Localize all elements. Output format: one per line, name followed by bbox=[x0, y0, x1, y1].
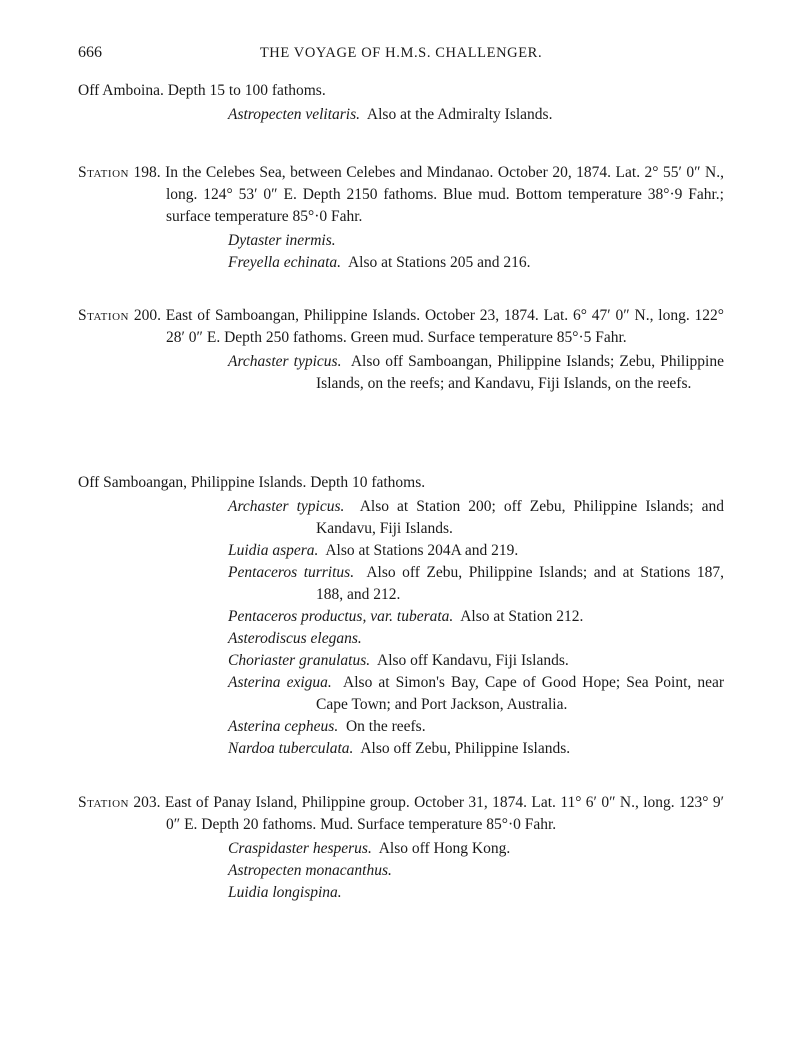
species-note: Also off Kandavu, Fiji Islands. bbox=[377, 652, 569, 669]
species-name: Archaster typicus. bbox=[228, 498, 345, 515]
species-entry bbox=[228, 104, 724, 126]
station-label: Station bbox=[78, 307, 129, 324]
species-note: Also at the Admiralty Islands. bbox=[366, 106, 553, 123]
species-note: Also off Zebu, Philippine Islands; and at Stations 187, 188, and 212. bbox=[316, 564, 724, 603]
species-name: Nardoa tuberculata. bbox=[228, 740, 354, 757]
species-note: Also at Stations 204A and 219. bbox=[325, 542, 519, 559]
station-label: Station bbox=[78, 794, 129, 811]
section-station-198 bbox=[78, 162, 724, 274]
species-name: Choriaster granulatus. bbox=[228, 652, 371, 669]
species-name: Astropecten monacanthus. bbox=[228, 862, 392, 879]
species-entry bbox=[228, 716, 724, 738]
station-description bbox=[78, 305, 724, 349]
species-name: Luidia aspera. bbox=[228, 542, 319, 559]
station-text: 203. East of Panay Island, Philippine group. October 31, 1874. Lat. 11° 6′ 0″ N., long. 123° 9′ 0″ E. Depth 20 fathoms. Mud. Surface temperature 85°·0 Fahr. bbox=[133, 794, 725, 833]
species-entry bbox=[228, 562, 724, 606]
species-entry bbox=[228, 672, 724, 716]
section-off-amboina bbox=[78, 80, 724, 126]
species-note: Also at Station 212. bbox=[460, 608, 584, 625]
species-note: Also at Station 200; off Zebu, Philippine Islands; and Kandavu, Fiji Islands. bbox=[316, 498, 724, 537]
species-list bbox=[228, 496, 724, 760]
station-text: 198. In the Celebes Sea, between Celebes and Mindanao. October 20, 1874. Lat. 2° 55′ 0″ N., long. 124° 53′ 0″ E. Depth 2150 fathoms. Blue mud. Bottom temperature 38°·9 Fahr.; surface temperature 85°·0 Fahr. bbox=[133, 164, 724, 225]
species-name: Asterodiscus elegans. bbox=[228, 630, 362, 647]
species-entry bbox=[228, 540, 724, 562]
species-entry bbox=[228, 650, 724, 672]
species-name: Freyella echinata. bbox=[228, 254, 342, 271]
species-entry bbox=[228, 230, 724, 252]
species-entry bbox=[228, 860, 724, 882]
species-name: Astropecten velitaris. bbox=[228, 106, 361, 123]
section-off-samboangan bbox=[78, 472, 724, 760]
species-name: Luidia longispina. bbox=[228, 884, 342, 901]
species-note: On the reefs. bbox=[345, 718, 426, 735]
species-note: Also off Hong Kong. bbox=[378, 840, 511, 857]
species-name: Asterina exigua. bbox=[228, 674, 332, 691]
location-line: Off Samboangan, Philippine Islands. Depth 10 fathoms. bbox=[78, 474, 426, 491]
page-header bbox=[78, 42, 724, 64]
species-entry bbox=[228, 628, 724, 650]
species-note: Also off Samboangan, Philippine Islands; Zebu, Philippine Islands, on the reefs; and Kandavu, Fiji Islands, on the reefs. bbox=[316, 353, 724, 392]
species-note: Also at Stations 205 and 216. bbox=[347, 254, 531, 271]
species-list bbox=[228, 230, 724, 274]
species-name: Archaster typicus. bbox=[228, 353, 342, 370]
species-entry bbox=[228, 351, 724, 395]
species-entry bbox=[228, 252, 724, 274]
station-description bbox=[78, 792, 724, 836]
species-note: Also off Zebu, Philippine Islands. bbox=[360, 740, 571, 757]
species-name: Craspidaster hesperus. bbox=[228, 840, 372, 857]
species-name: Pentaceros productus, var. tuberata. bbox=[228, 608, 454, 625]
species-note: Also at Simon's Bay, Cape of Good Hope; Sea Point, near Cape Town; and Port Jackson, Australia. bbox=[316, 674, 724, 713]
station-text: 200. East of Samboangan, Philippine Islands. October 23, 1874. Lat. 6° 47′ 0″ N., long. 122° 28′ 0″ E. Depth 250 fathoms. Green mud. Surface temperature 85°·5 Fahr. bbox=[133, 307, 725, 346]
species-entry bbox=[228, 496, 724, 540]
station-description bbox=[78, 162, 724, 228]
species-name: Dytaster inermis. bbox=[228, 232, 336, 249]
station-label: Station bbox=[78, 164, 129, 181]
location-line: Off Amboina. Depth 15 to 100 fathoms. bbox=[78, 82, 326, 99]
species-entry bbox=[228, 606, 724, 628]
species-list bbox=[228, 104, 724, 126]
section-station-203 bbox=[78, 792, 724, 904]
page-number: 666 bbox=[78, 44, 102, 61]
section-station-200 bbox=[78, 305, 724, 395]
species-entry bbox=[228, 738, 724, 760]
running-title: THE VOYAGE OF H.M.S. CHALLENGER. bbox=[259, 45, 543, 61]
species-entry bbox=[228, 838, 724, 860]
species-list bbox=[228, 351, 724, 395]
species-name: Asterina cepheus. bbox=[228, 718, 339, 735]
species-entry bbox=[228, 882, 724, 904]
species-name: Pentaceros turritus. bbox=[228, 564, 355, 581]
species-list bbox=[228, 838, 724, 904]
